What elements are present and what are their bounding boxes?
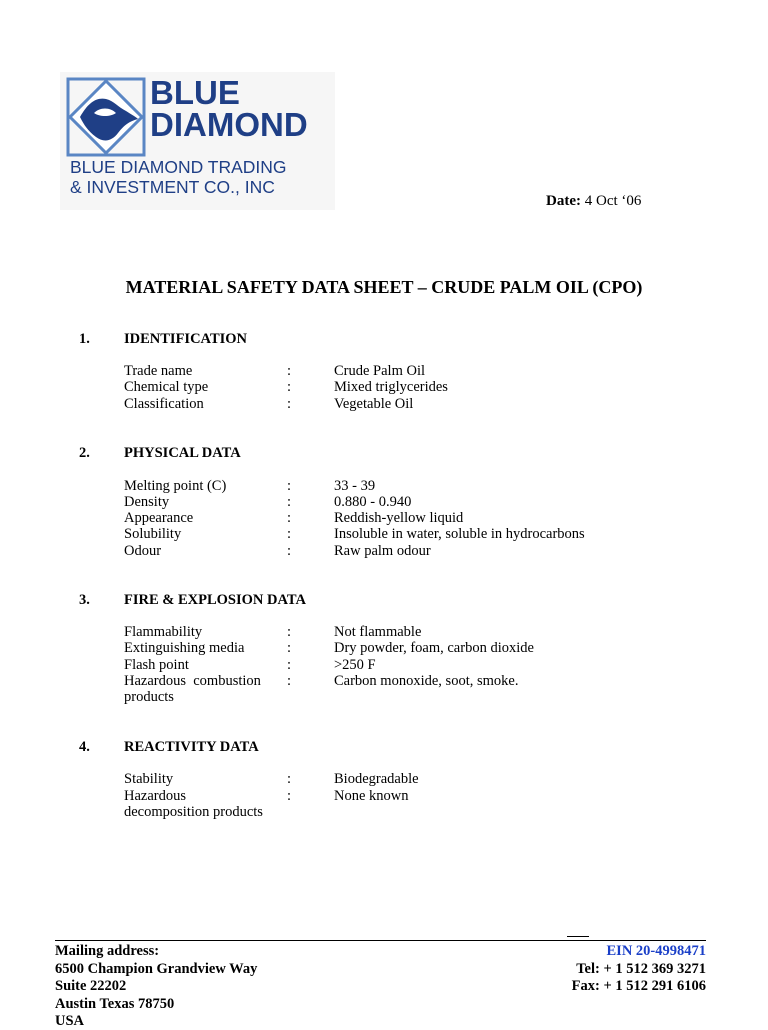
field-label-continued: products: [124, 689, 174, 705]
section-number: 4.: [79, 739, 90, 755]
blue-diamond-logo-icon: [66, 77, 146, 157]
address-line: Suite 22202: [55, 978, 127, 994]
field-colon: :: [287, 771, 292, 787]
company-logo: [60, 72, 335, 210]
address-line: Austin Texas 78750: [55, 996, 175, 1012]
field-label: Melting point (C): [124, 478, 227, 494]
section-title-reactivity: REACTIVITY DATA: [124, 739, 259, 755]
section-title-physical-data: PHYSICAL DATA: [124, 445, 241, 461]
section-number: 3.: [79, 592, 90, 608]
field-colon: :: [287, 624, 292, 640]
field-label: Stability: [124, 771, 174, 787]
field-value: Not flammable: [334, 624, 422, 640]
field-value: Carbon monoxide, soot, smoke.: [334, 673, 519, 689]
field-value: 0.880 - 0.940: [334, 494, 412, 510]
date-label: Date:: [546, 193, 581, 209]
field-colon: :: [287, 657, 292, 673]
field-colon: :: [287, 543, 292, 559]
document-date: [546, 193, 641, 210]
footer-tick: [567, 936, 589, 937]
field-label: Hazardous: [124, 788, 187, 804]
date-value: 4 Oct ‘06: [584, 193, 642, 209]
field-label: Trade name: [124, 363, 193, 379]
field-value: 33 - 39: [334, 478, 376, 494]
field-value: Reddish-yellow liquid: [334, 510, 464, 526]
field-value: >250 F: [334, 657, 376, 673]
field-label: Density: [124, 494, 170, 510]
field-label: Chemical type: [124, 379, 209, 395]
address-line: USA: [55, 1013, 85, 1029]
field-label: Flammability: [124, 624, 203, 640]
field-value: Raw palm odour: [334, 543, 431, 559]
brand-name-line2: DIAMOND: [150, 106, 308, 143]
field-colon: :: [287, 640, 292, 656]
field-value: Dry powder, foam, carbon dioxide: [334, 640, 534, 656]
company-name-line2: & INVESTMENT CO., INC: [70, 177, 275, 197]
section-title-identification: IDENTIFICATION: [124, 331, 248, 347]
field-value: None known: [334, 788, 409, 804]
field-colon: :: [287, 494, 292, 510]
field-colon: :: [287, 788, 292, 804]
brand-name-line1: BLUE: [150, 74, 240, 111]
field-label: Solubility: [124, 526, 182, 542]
page-title: MATERIAL SAFETY DATA SHEET – CRUDE PALM OIL (CPO): [125, 277, 643, 297]
section-number: 2.: [79, 445, 90, 461]
field-colon: :: [287, 379, 292, 395]
field-colon: :: [287, 526, 292, 542]
company-name-line1: BLUE DIAMOND TRADING: [70, 157, 287, 177]
field-value: Insoluble in water, soluble in hydrocarbons: [334, 526, 585, 542]
section-title-fire-explosion: FIRE & EXPLOSION DATA: [124, 592, 306, 608]
field-colon: :: [287, 478, 292, 494]
field-label: Appearance: [124, 510, 194, 526]
field-label-continued: decomposition products: [124, 804, 263, 820]
field-value: Biodegradable: [334, 771, 419, 787]
field-colon: :: [287, 363, 292, 379]
field-label: Flash point: [124, 657, 189, 673]
field-label: Hazardous combustion: [124, 673, 261, 689]
footer-divider: [55, 940, 706, 941]
field-colon: :: [287, 396, 292, 412]
field-label: Classification: [124, 396, 204, 412]
field-value: Mixed triglycerides: [334, 379, 448, 395]
ein-number: EIN 20-4998471: [606, 943, 706, 959]
field-colon: :: [287, 510, 292, 526]
fax: Fax: + 1 512 291 6106: [571, 978, 706, 994]
field-label: Odour: [124, 543, 162, 559]
address-line: 6500 Champion Grandview Way: [55, 961, 258, 977]
field-label: Extinguishing media: [124, 640, 245, 656]
field-value: Crude Palm Oil: [334, 363, 426, 379]
section-number: 1.: [79, 331, 90, 347]
field-colon: :: [287, 673, 292, 689]
mailing-address-label: Mailing address:: [55, 943, 160, 959]
telephone: Tel: + 1 512 369 3271: [576, 961, 706, 977]
field-value: Vegetable Oil: [334, 396, 414, 412]
